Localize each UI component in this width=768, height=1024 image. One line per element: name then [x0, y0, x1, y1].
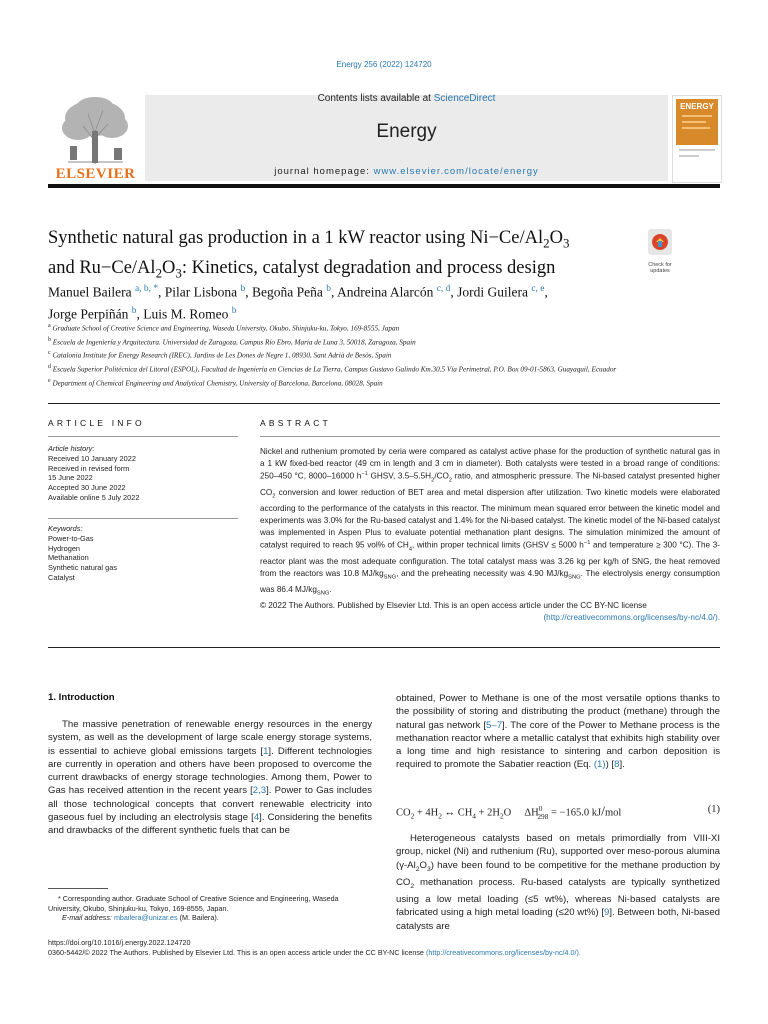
email-link[interactable]: mbailera@unizar.es — [113, 913, 178, 922]
citation-link[interactable]: 2,3 — [252, 785, 267, 797]
keyword: Power-to-Gas — [48, 533, 94, 543]
keyword: Synthetic natural gas — [48, 563, 118, 573]
citation-link[interactable]: 1 — [263, 745, 269, 757]
header-rule — [48, 184, 720, 188]
citation-link[interactable]: 4 — [253, 812, 260, 824]
section-rule — [48, 403, 720, 404]
author-affiliation-mark[interactable]: b — [131, 305, 137, 316]
history-item: Accepted 30 June 2022 — [48, 483, 126, 493]
title-sub: 3 — [175, 265, 182, 281]
badge-label: Check for updates — [648, 262, 672, 274]
title-sub: 2 — [543, 235, 550, 251]
author-affiliation-mark[interactable]: c, e — [531, 284, 545, 294]
history-item: Received in revised form — [48, 463, 130, 473]
affiliation-text: Escuela Superior Politécnica del Litoral (ESPOL), Facultad de Ingeniería en Ciencias de La Tierra, Campus Gustavo Galindo Km.30.5 Vía Perimetral, P.O. Box 09-01-5863, Guayaquil, Ecuador — [52, 365, 617, 374]
sciencedirect-link[interactable]: ScienceDirect — [433, 93, 496, 104]
keywords-rule — [48, 518, 238, 519]
keyword: Catalyst — [48, 572, 75, 582]
history-label: Article history: — [48, 444, 95, 453]
contents-prefix: Contents lists available at — [317, 93, 434, 104]
doi-link[interactable]: https://doi.org/10.1016/j.energy.2022.124720 — [48, 938, 191, 947]
title-text: O — [162, 257, 176, 278]
issn-license-link[interactable]: (http://creativecommons.org/licenses/by-nc/4.0/). — [425, 948, 581, 957]
equation-text: CO — [396, 807, 411, 819]
title-line-1: Synthetic natural gas production in a 1 kW reactor using Ni−Ce/Al — [48, 228, 544, 248]
affiliation-key: b — [48, 336, 51, 343]
affiliation-key: c — [48, 350, 51, 357]
corresponding-author-footnote — [48, 894, 372, 923]
author[interactable]: Andreina Alarcón — [336, 284, 434, 300]
title-sub: 3 — [562, 235, 570, 251]
affiliation-item — [48, 376, 728, 390]
author[interactable]: Jordi Guilera — [457, 284, 528, 300]
journal-name: Energy — [376, 121, 437, 142]
section-rule-bottom — [48, 647, 720, 648]
author-affiliation-mark[interactable]: a, b, * — [134, 284, 159, 294]
email-owner: (M. Bailera). — [179, 913, 219, 922]
keyword: Methanation — [48, 553, 89, 563]
email-label: E-mail address: — [62, 913, 112, 922]
equation-number: (1) — [707, 804, 720, 815]
affiliation-text: Department of Chemical Engineering and Analytical Chemistry, University of Barcelona, Barcelona, 08028, Spain — [52, 379, 383, 388]
article-info-heading: ARTICLE INFO — [48, 418, 145, 428]
intro-paragraph-2: obtained, Power to Methane is one of the most versatile options thanks to the possibility of storing and distributing the product (methane) through the natural gas network [5–7]. The core of the Power to Methane process is the methanation reactor where a metallic catalyst that exhibits high stability over a long time and high resistance to sintering and carbon deposition is required to promote the Sabatier reaction (Eq. (1)) [8]. — [396, 693, 720, 771]
affiliation-text: Graduate School of Creative Science and Engineering, Waseda University, Okubo, Shinjuku-ku, Tokyo, 169-8555, Japan — [52, 324, 400, 333]
history-item: 15 June 2022 — [48, 473, 93, 483]
affiliation-item — [48, 348, 728, 362]
affiliation-list — [48, 321, 728, 389]
author[interactable]: Pilar Lisbona — [164, 284, 238, 300]
journal-homepage — [145, 166, 668, 177]
check-for-updates-badge[interactable] — [640, 229, 680, 274]
author-affiliation-mark[interactable]: b — [326, 284, 331, 294]
author[interactable]: Luis M. Romeo — [143, 306, 229, 321]
license-text: © 2022 The Authors. Published by Elsevier Ltd. This is an open access article under the CC BY-NC license — [260, 601, 647, 611]
title-sub: 2 — [155, 265, 163, 281]
title-text: O — [549, 228, 563, 248]
author-affiliation-mark[interactable]: c, d — [436, 284, 451, 294]
elsevier-wordmark: ELSEVIER — [55, 166, 136, 182]
affiliation-item — [48, 321, 728, 335]
abstract-rule — [260, 436, 720, 437]
keywords-label: Keywords: — [48, 524, 83, 533]
journal-reference[interactable]: Energy 256 (2022) 124720 — [336, 60, 432, 69]
intro-paragraph-3: Heterogeneous catalysts based on metals primordially from VIII-XI group, nickel (Ni) and ruthenium (Ru), supported over meso-porous alumina $(\gamma-Al_2O_3)$ have been found to be competitive for the methane production by $CO_2$ methanation process. Ru-based catalysts are typically synthetized using a low metal loading (≤5 wt%), whereas Ni-based catalysts are fabricated using a high metal loading (≤20 wt%) [9]. Between both, Ni-based catalysts are — [396, 833, 720, 932]
keywords — [48, 524, 238, 583]
affiliation-key: d — [48, 364, 51, 371]
citation-link[interactable]: 5–7 — [486, 719, 503, 731]
affiliation-key: a — [48, 323, 51, 329]
author-affiliation-mark[interactable]: b — [240, 284, 246, 294]
author[interactable]: Jorge Perpiñán — [48, 306, 129, 321]
homepage-prefix: journal homepage: — [274, 166, 374, 177]
title-line-2: and Ru−Ce/Al — [48, 257, 156, 278]
cover-title: ENERGY — [680, 102, 714, 111]
author[interactable]: Manuel Bailera — [48, 284, 132, 300]
article-history — [48, 444, 238, 503]
author-list: Manuel Bailera $^{a, b, *}$, Pilar Lisbona $^b$, Begoña Peña $^b$, Andreina Alarcón $^{c, d}$, Jordi Guilera $^{c, e}$, Jorge Perpiñán $^b$, Luis M. Romeo $^b$ — [48, 284, 548, 321]
issn-license-line — [48, 948, 748, 958]
homepage-link[interactable]: www.elsevier.com/locate/energy — [373, 166, 539, 177]
title-text: : Kinetics, catalyst degradation and process design — [181, 257, 556, 278]
section-heading-introduction: 1. Introduction — [48, 692, 115, 703]
journal-cover-thumbnail — [672, 95, 722, 183]
sabatier-equation: $CO_2 + 4H_2$ ↔ $CH_4 + 2H_2O$ $\Delta H^0_{298} = -165.0$ kJ/mol (1) — [396, 804, 720, 821]
keyword: Hydrogen — [48, 543, 81, 553]
equation-unit: mol — [604, 807, 622, 819]
intro-paragraph-1: The massive penetration of renewable energy resources in the energy system, as well as the development of large scale energy storage systems, is essential to achieve global emissions targets [1]. Different technologies are currently in operation and others have been proposed to overcome the current drawbacks of energy storage technologies. Among them, Power to Gas has received attention in the recent years [2,3]. Power to Gas includes all those technological concepts that convert renewable electricity into gaseous fuel by including an electrolysis stage [4]. Considering the benefits and drawbacks of the different synthetic fuels that can be — [48, 719, 372, 837]
affiliation-key: e — [48, 377, 51, 384]
citation-link[interactable]: 8 — [614, 759, 620, 771]
footnote-text: * Corresponding author. Graduate School of Creative Science and Engineering, Waseda University, Okubo, Shinjuku-ku, Tokyo, 169-8555, Japan. — [48, 894, 339, 913]
crossmark-icon — [640, 229, 680, 257]
issn-text: 0360-5442/© 2022 The Authors. Published by Elsevier Ltd. This is an open access article under the CC BY-NC license — [48, 948, 424, 957]
license-link[interactable]: (http://creativecommons.org/licenses/by-nc/4.0/). — [543, 612, 720, 622]
affiliation-item — [48, 335, 728, 349]
author[interactable]: Begoña Peña — [252, 284, 323, 300]
article-title — [48, 226, 628, 285]
abstract-text: Nickel and ruthenium promoted by ceria were compared as catalyst active phase for the production of synthetic natural gas in a 1 kW fixed-bed reactor (49 cm in length and 3 cm in diameter). Both catalysts were tested in a broad range of conditions: 250–450 °C, 8000–16000 $h^{-1}$ GHSV, $3.5-5.5H_2/CO_2$ ratio, and atmospheric pressure. The Ni-based catalyst presented higher $CO_2$ conversion and lower reduction of BET area and metal dispersion after utilization. Two kinetic models were elaborated according to the performance of the catalysts in this reactor. The minimum mean squared error between the kinetic model and experiments was 3.0% for the Ru-based catalyst and 1.4% for the Ni-based catalyst. The kinetic model of the Ni-based catalyst was implemented in Aspen Plus to evaluate potential methanation plant designs. The simulation minimized the amount of catalyst required to reach 95 vol% of $CH_4$, within proper technical limits (GHSV ≤ 5000 $h^{-1}$ and temperature ≥ 300 °C). The 3-reactor plant was the most adequate configuration. The total catalyst mass was 3.26 kg per kg/h of SNG, the heat removed from the reactors was 10.8 $MJ/kg_{SNG}$, and the preheating necessity was 4.90 $MJ/kg_{SNG}$. The electrolysis energy consumption was 86.4 $MJ/kg_{SNG}$. © 2022 The Authors. Published by Elsevier Ltd. This is an open access article under the CC BY-NC license (http://creativecommons.org/licenses/by-nc/4.0/). — [260, 447, 721, 622]
affiliation-item — [48, 362, 728, 376]
article-info-rule — [48, 436, 238, 437]
author-affiliation-mark[interactable]: b — [231, 305, 237, 316]
equation-value: = −165.0 kJ — [551, 807, 602, 819]
citation-link[interactable]: 9 — [604, 907, 610, 919]
affiliation-text: Catalonia Institute for Energy Research (IREC), Jardins de Les Dones de Negre 1, 08930, Sant Adrià de Besòs, Spain — [52, 351, 392, 360]
history-item: Received 10 January 2022 — [48, 453, 136, 463]
equation-link[interactable]: (1) — [593, 759, 606, 771]
history-item: Available online 5 July 2022 — [48, 492, 140, 502]
contents-line — [145, 93, 668, 104]
affiliation-text: Escuela de Ingeniería y Arquitectura. Universidad de Zaragoza, Campus Río Ebro, María de Luna 3, 50018, Zaragoza, Spain — [52, 338, 416, 347]
footnote-rule — [48, 888, 108, 889]
abstract-heading: ABSTRACT — [260, 418, 331, 428]
